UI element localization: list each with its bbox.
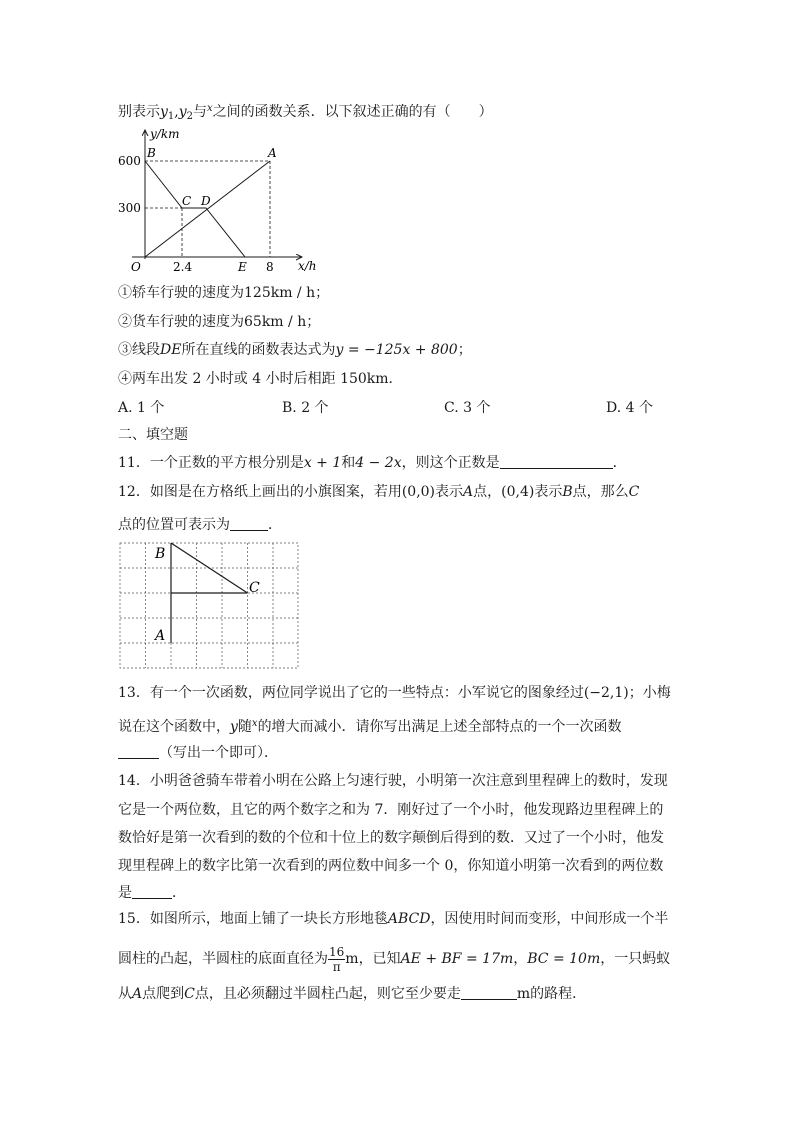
q12-end: ． xyxy=(268,517,282,533)
q12-m4: 点，那么 xyxy=(572,484,629,500)
q15-line-2 xyxy=(118,944,670,974)
s3-mid: 所在直线的函数表达式为 xyxy=(181,342,336,358)
y-tick-600: 600 xyxy=(118,154,141,168)
line-BCDE xyxy=(145,161,245,257)
point-E-label: E xyxy=(238,260,247,274)
s2-post: ； xyxy=(306,314,321,330)
q13-y: y xyxy=(230,719,238,735)
q10-stem-p2: 与 xyxy=(193,104,208,120)
q15-l2-mid1: ，已知 xyxy=(358,951,401,967)
option-a[interactable]: A. 1 个 xyxy=(118,400,165,416)
q12-l2: 点的位置可表示为 xyxy=(118,517,230,533)
q11-post: ，则这个正数是 xyxy=(401,455,500,471)
q12-p2: (0,4) xyxy=(501,484,535,500)
s3-expr: y = −125x + 800 xyxy=(335,342,458,358)
q15-fraction xyxy=(328,945,345,974)
x-tick-2.4: 2.4 xyxy=(173,260,193,274)
q13-answer-blank[interactable] xyxy=(118,744,159,759)
q11-pre: 11．一个正数的平方根分别是 xyxy=(118,455,304,471)
q10-y2-sub: 2 xyxy=(186,111,194,122)
q10-y2: y xyxy=(178,104,187,120)
q12-c: C xyxy=(628,484,640,500)
q14-l5-pre: 是 xyxy=(118,885,132,901)
q14-line-4: 现里程碑上的数字比第一次看到的两位数中间多一个 0，你知道小明第一次看到的两位数 xyxy=(118,858,664,874)
q14-line-1: 14．小明爸爸骑车带着小明在公路上匀速行驶，小明第一次注意到里程碑上的数时，发现 xyxy=(118,773,668,789)
q10-stem-p1: 别表示 xyxy=(118,104,160,120)
q11 xyxy=(118,453,627,473)
q15-l3-mid2: 点，且必须翻过半圆柱凸起，则它至少要走 xyxy=(194,986,461,1002)
q10-options xyxy=(118,397,678,417)
q15-c: C xyxy=(184,986,195,1002)
q14-answer-blank[interactable] xyxy=(132,884,172,899)
q15-a: A xyxy=(132,986,143,1002)
x-axis-label: x/h xyxy=(298,259,317,273)
q12-flag-grid xyxy=(119,542,301,670)
s4-text: ④两车出发 2 小时或 4 小时后相距 150km． xyxy=(118,371,403,387)
q12-line-1 xyxy=(118,482,639,502)
q13-pt: (−2,1) xyxy=(583,685,629,701)
grid-label-C: C xyxy=(249,580,260,596)
q14-line-2: 它是一个两位数，且它的两个数字之和为 7．刚好过了一个小时，他发现路边里程碑上的 xyxy=(118,802,664,818)
q13-line-3 xyxy=(118,743,278,763)
q12-line-2 xyxy=(118,515,282,535)
q13-pre: 13．有一个一次函数，两位同学说出了它的一些特点：小军说它的图象经过 xyxy=(118,685,584,701)
point-A-label: A xyxy=(268,146,277,160)
s3-pre: ③线段 xyxy=(118,342,160,358)
option-d[interactable]: D. 4 个 xyxy=(606,400,653,416)
q13-line-2 xyxy=(118,714,622,737)
option-c[interactable]: C. 3 个 xyxy=(444,400,491,416)
q11-end: ． xyxy=(612,455,627,471)
q12-a: A xyxy=(463,484,474,500)
q12-pre: 12．如图是在方格纸上画出的小旗图案，若用 xyxy=(118,484,402,500)
q15-abcd: ABCD xyxy=(387,911,431,927)
q15-line-3 xyxy=(118,984,586,1004)
point-D-label: D xyxy=(201,194,211,208)
y-axis-label: y/km xyxy=(150,127,180,141)
q14-line-3: 数恰好是第一次看到的数的个位和十位上的数字颠倒后得到的数．又过了一个小时，他发 xyxy=(118,830,664,846)
q12-m2: 点， xyxy=(473,484,502,500)
q15-l3-pre: 从 xyxy=(118,986,132,1002)
point-B-label: B xyxy=(147,146,156,160)
y-tick-300: 300 xyxy=(118,201,141,215)
grid-label-A: A xyxy=(155,628,166,644)
q14-l5-post: ． xyxy=(172,885,186,901)
q10-statement-3 xyxy=(118,340,472,360)
q15-l3-mid1: 点爬到 xyxy=(142,986,185,1002)
q13-post: ；小梅 xyxy=(628,685,671,701)
s2-pre: ②货车行驶的速度为 xyxy=(118,314,244,330)
option-b[interactable]: B. 2 个 xyxy=(282,400,329,416)
q15-l3-post: m的路程． xyxy=(516,986,587,1002)
section-title: 二、填空题 xyxy=(118,427,188,443)
q10-statement-2 xyxy=(118,312,320,332)
q14-line-5 xyxy=(118,883,186,903)
q11-and: 和 xyxy=(341,455,356,471)
q10-x: x xyxy=(207,103,213,114)
q10-statement-4 xyxy=(118,369,403,389)
q13-l2-post: 的增大而减小．请你写出满足上述全部特点的一个一次函数 xyxy=(257,719,622,735)
q12-m3: 表示 xyxy=(534,484,563,500)
q13-l2-mid: 随 xyxy=(237,719,252,735)
q12-p1: (0,0) xyxy=(401,484,436,500)
q15-line-1 xyxy=(118,909,668,929)
origin-label: O xyxy=(131,260,141,274)
q15-l2-pre: 圆柱的凸起，半圆柱的底面直径为 xyxy=(118,951,328,967)
grid-lines xyxy=(120,543,298,668)
line-OA xyxy=(145,161,270,257)
q10-stem xyxy=(118,99,493,127)
q15-answer-blank[interactable] xyxy=(461,985,517,1000)
q15-eq2: BC = 10m xyxy=(527,951,601,967)
s3-seg: DE xyxy=(160,342,182,358)
grid-label-B: B xyxy=(155,546,166,562)
q15-l2-post: ，一只蚂蚁 xyxy=(600,951,671,967)
q10-statement-1 xyxy=(118,283,329,303)
q11-e2: 4 − 2x xyxy=(355,455,402,471)
s1-pre: ①轿车行驶的速度为 xyxy=(118,285,244,301)
s1-post: ； xyxy=(315,285,330,301)
point-C-label: C xyxy=(182,194,192,208)
q10-y1: y xyxy=(160,104,168,120)
q12-b: B xyxy=(562,484,573,500)
q15-l2-mid2: ， xyxy=(513,951,528,967)
q10-comma: , xyxy=(174,104,179,120)
s3-post: ； xyxy=(457,342,472,358)
q15-frac-den: π xyxy=(332,959,341,974)
q15-frac-num: 16 xyxy=(329,944,345,959)
q15-eq1: AE + BF = 17m xyxy=(400,951,514,967)
q11-answer-blank[interactable] xyxy=(500,454,613,469)
q15-l1-post: ，因使用时间而变形，中间形成一个半 xyxy=(430,911,669,927)
s2-val: 65km / h xyxy=(244,314,307,330)
x-tick-8: 8 xyxy=(266,260,274,274)
q12-answer-blank[interactable] xyxy=(230,516,268,531)
q15-l1-pre: 15．如图所示，地面上铺了一块长方形地毯 xyxy=(118,911,388,927)
q10-y1-sub: 1 xyxy=(167,111,175,122)
q12-m1: 表示 xyxy=(435,484,464,500)
s1-val: 125km / h xyxy=(244,285,316,301)
q15-unit-m: m xyxy=(345,951,359,967)
q11-e1: x + 1 xyxy=(303,455,342,471)
q13-line-1 xyxy=(118,683,671,703)
q13-x: x xyxy=(251,718,258,729)
q13-l2-pre: 说在这个函数中， xyxy=(118,719,230,735)
q13-l3: （写出一个即可）． xyxy=(159,745,278,761)
q10-distance-time-graph xyxy=(112,126,332,278)
q10-stem-p3: 之间的函数关系．以下叙述正确的有（ ） xyxy=(212,104,493,120)
